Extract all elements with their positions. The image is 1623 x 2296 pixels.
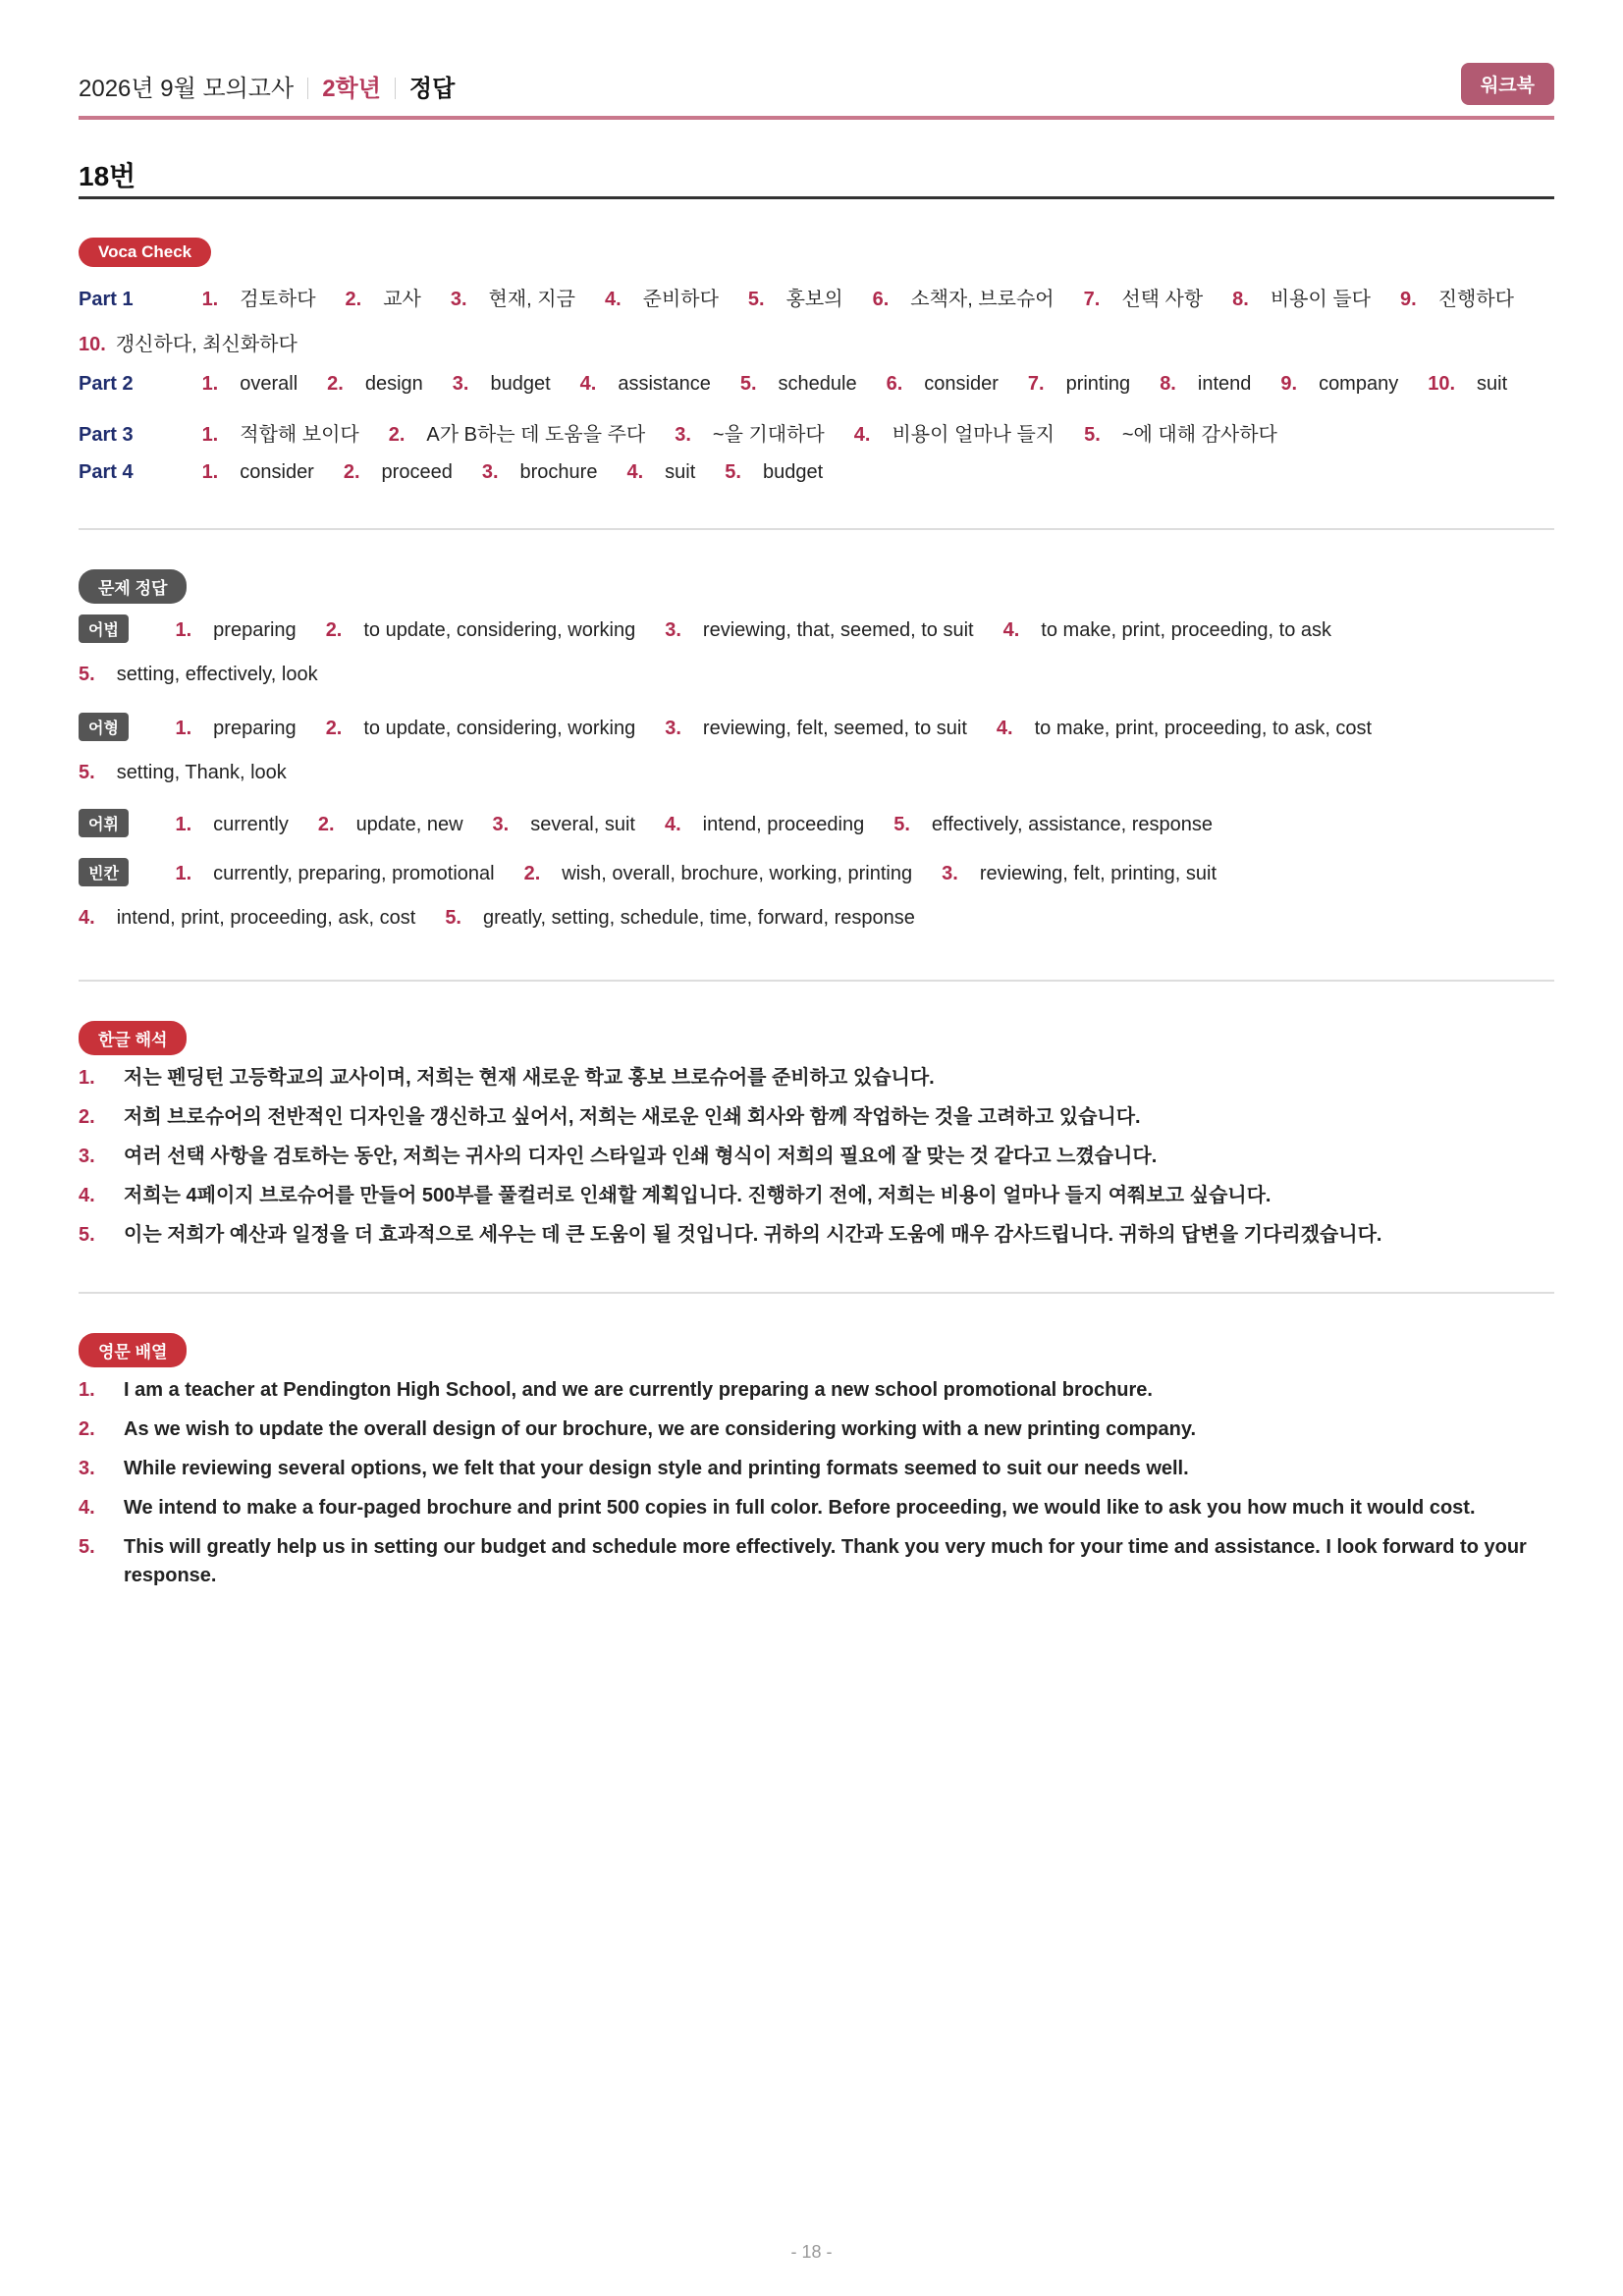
- sentence-row: [79, 1415, 1554, 1444]
- page-number: - 18 -: [790, 2242, 833, 2262]
- voca-part2-items: [202, 373, 1538, 395]
- item-text: to update, considering, working: [363, 619, 636, 641]
- english-pill: 영문 배열: [79, 1333, 187, 1367]
- item-text: preparing: [213, 718, 297, 739]
- question-number: 18번: [79, 161, 136, 191]
- form-tag: 어형: [79, 713, 129, 741]
- sentence-number: 1.: [79, 1067, 95, 1089]
- sentence-number: 2.: [79, 1106, 95, 1128]
- sentence-text: We intend to make a four-paged brochure and print 500 copies in full color. Before proceeding, we would like to ask you how much it would cost.: [124, 1497, 1476, 1519]
- sentence-text: This will greatly help us in setting our budget and schedule more effectively. Thank you very much for your time and assistance. I look forward to your response.: [124, 1536, 1527, 1586]
- page-header: [79, 61, 1554, 110]
- sentence-number: 1.: [79, 1379, 95, 1401]
- vocab-tag: 어휘: [79, 809, 129, 837]
- item-text: budget: [762, 461, 824, 483]
- sentence-row: [79, 1494, 1554, 1522]
- item-text: company: [1319, 373, 1399, 395]
- item-number: 3.: [481, 461, 499, 483]
- item-number: 6.: [872, 289, 890, 310]
- item-text: currently: [213, 814, 289, 835]
- item-text: 비용이 들다: [1270, 289, 1372, 310]
- sentence-row: [79, 1064, 1554, 1093]
- sentence-text: 이는 저희가 예산과 일정을 더 효과적으로 세우는 데 큰 도움이 될 것입니다. 귀하의 시간과 도움에 매우 감사드립니다. 귀하의 답변을 기다리겠습니다.: [124, 1224, 1382, 1246]
- part-label: Part 4: [79, 461, 134, 483]
- part-label: Part 1: [79, 289, 134, 310]
- item-number: 5.: [79, 762, 95, 783]
- item-number: 8.: [1160, 373, 1176, 395]
- item-text: 준비하다: [642, 289, 719, 310]
- item-number: 4.: [996, 718, 1013, 739]
- item-text: intend, print, proceeding, ask, cost: [116, 907, 416, 929]
- question-rule: [79, 196, 1554, 199]
- sentence-row: [79, 1455, 1554, 1483]
- item-text: brochure: [519, 461, 598, 483]
- item-number: 3.: [665, 718, 681, 739]
- section-divider: [79, 1292, 1554, 1294]
- item-number: 3.: [675, 424, 691, 446]
- grammar-tag: 어법: [79, 614, 129, 643]
- vocab-items: [175, 814, 1242, 835]
- item-text: consider: [924, 373, 999, 395]
- item-text: to make, print, proceeding, to ask: [1041, 619, 1332, 641]
- korean-pill: 한글 해석: [79, 1021, 187, 1055]
- item-number: 5.: [725, 461, 741, 483]
- item-text: 소책자, 브로슈어: [910, 289, 1055, 310]
- item-number: 1.: [175, 718, 192, 739]
- item-number: 4.: [604, 289, 622, 310]
- item-text: printing: [1065, 373, 1131, 395]
- item-text: wish, overall, brochure, working, printing: [562, 863, 913, 884]
- item-number: 2.: [325, 718, 343, 739]
- item-text: overall: [240, 373, 298, 395]
- voca-part4-row: [79, 461, 852, 484]
- item-number: 4.: [853, 424, 871, 446]
- item-text: A가 B하는 데 도움을 주다: [426, 424, 646, 446]
- item-number: 2.: [345, 289, 362, 310]
- grammar-items: [175, 619, 1361, 641]
- header-rule: [79, 116, 1554, 120]
- item-number: 1.: [175, 814, 192, 835]
- item-text: consider: [240, 461, 314, 483]
- item-number: 1.: [201, 289, 219, 310]
- item-text: intend, proceeding: [702, 814, 865, 835]
- item-text: budget: [490, 373, 551, 395]
- item-text: reviewing, felt, printing, suit: [979, 863, 1217, 884]
- item-text: preparing: [213, 619, 297, 641]
- blank-tag: 빈칸: [79, 858, 129, 886]
- voca-part3-row: [79, 418, 1307, 447]
- voca-part1-wrap: [79, 328, 298, 356]
- item-text: intend: [1197, 373, 1252, 395]
- item-text: setting, Thank, look: [116, 762, 287, 783]
- item-text: 현재, 지금: [488, 289, 575, 310]
- answers-pill: 문제 정답: [79, 569, 187, 604]
- item-number: 7.: [1027, 373, 1045, 395]
- item-number: 2.: [388, 424, 406, 446]
- item-text: suit: [1477, 373, 1508, 395]
- sentence-number: 4.: [79, 1497, 95, 1519]
- voca-part3-items: [202, 424, 1307, 446]
- item-number: 4.: [1002, 619, 1020, 641]
- item-text: 교사: [383, 289, 421, 310]
- answers-blank-row: [79, 858, 1246, 886]
- voca-check-pill: Voca Check: [79, 238, 211, 267]
- sentence-number: 3.: [79, 1146, 95, 1167]
- part-label: Part 3: [79, 424, 134, 446]
- section-divider: [79, 980, 1554, 982]
- item-number: 3.: [452, 373, 469, 395]
- item-text: 적합해 보이다: [240, 424, 359, 446]
- grade-label: 2학년: [322, 76, 381, 102]
- sentence-row: [79, 1533, 1554, 1590]
- sentence-row: [79, 1143, 1554, 1171]
- answers-form-wrap: [79, 762, 287, 784]
- item-text: reviewing, that, seemed, to suit: [702, 619, 974, 641]
- sentence-number: 3.: [79, 1458, 95, 1479]
- item-number: 1.: [201, 373, 219, 395]
- item-text: 검토하다: [240, 289, 316, 310]
- item-number: 4.: [664, 814, 681, 835]
- item-text: currently, preparing, promotional: [213, 863, 495, 884]
- sentence-row: [79, 1103, 1554, 1132]
- item-number: 1.: [175, 619, 192, 641]
- item-text: to make, print, proceeding, to ask, cost: [1034, 718, 1373, 739]
- answers-title: [79, 569, 187, 604]
- sentence-text: 저는 펜딩턴 고등학교의 교사이며, 저희는 현재 새로운 학교 홍보 브로슈어를 준비하고 있습니다.: [124, 1067, 935, 1089]
- item-number: 10.: [1428, 373, 1456, 395]
- blank-wrap-items: [79, 907, 945, 929]
- item-number: 2.: [327, 373, 344, 395]
- item-text: 홍보의: [785, 289, 843, 310]
- sentence-text: 저희 브로슈어의 전반적인 디자인을 갱신하고 싶어서, 저희는 새로운 인쇄 회사와 함께 작업하는 것을 고려하고 있습니다.: [124, 1106, 1141, 1128]
- part-label: Part 2: [79, 373, 134, 395]
- sentence-text: 여러 선택 사항을 검토하는 동안, 저희는 귀사의 디자인 스타일과 인쇄 형식이 저희의 필요에 잘 맞는 것 같다고 느꼈습니다.: [124, 1146, 1158, 1167]
- answers-vocab-row: [79, 809, 1242, 837]
- item-number: 2.: [317, 814, 335, 835]
- header-separator: [395, 78, 396, 99]
- header-separator: [307, 78, 308, 99]
- item-text: ~에 대해 감사하다: [1121, 424, 1277, 446]
- item-number: 4.: [79, 907, 95, 929]
- sentence-row: [79, 1376, 1554, 1405]
- item-number: 3.: [492, 814, 510, 835]
- item-number: 5.: [739, 373, 757, 395]
- voca-part2-row: [79, 373, 1537, 396]
- form-items: [175, 718, 1401, 739]
- header-title: [79, 69, 455, 103]
- item-number: 4.: [579, 373, 597, 395]
- answers-form-row: [79, 713, 1401, 741]
- item-number: 3.: [665, 619, 681, 641]
- answers-blank-wrap: [79, 907, 945, 930]
- item-number: 1.: [175, 863, 192, 884]
- answer-label: 정답: [408, 76, 456, 102]
- item-number: 2.: [325, 619, 343, 641]
- item-text: proceed: [381, 461, 453, 483]
- item-text: design: [364, 373, 423, 395]
- sentence-row: [79, 1221, 1554, 1250]
- sentence-text: As we wish to update the overall design of our brochure, we are considering working with a new printing company.: [124, 1418, 1197, 1440]
- item-number: 3.: [450, 289, 467, 310]
- item-number: 2.: [523, 863, 541, 884]
- item-number: 4.: [626, 461, 644, 483]
- sentence-number: 4.: [79, 1185, 95, 1206]
- section-divider: [79, 528, 1554, 530]
- item-number: 5.: [79, 664, 95, 685]
- blank-items: [175, 863, 1246, 884]
- english-title: [79, 1333, 187, 1367]
- item-text: greatly, setting, schedule, time, forward, response: [483, 907, 915, 929]
- item-text: 갱신하다, 최신화하다: [115, 334, 298, 355]
- item-text: update, new: [355, 814, 463, 835]
- item-text: assistance: [618, 373, 711, 395]
- item-number: 5.: [893, 814, 910, 835]
- item-text: suit: [665, 461, 696, 483]
- voca-check-title: [79, 238, 211, 267]
- voca-part1-row: [79, 283, 1543, 311]
- item-text: effectively, assistance, response: [931, 814, 1213, 835]
- voca-part4-items: [202, 461, 853, 483]
- sentence-text: I am a teacher at Pendington High School, and we are currently preparing a new school promotional brochure.: [124, 1379, 1153, 1401]
- item-number: 10.: [79, 334, 106, 355]
- item-number: 9.: [1400, 289, 1417, 310]
- item-number: 8.: [1232, 289, 1249, 310]
- item-number: 3.: [942, 863, 958, 884]
- item-text: to update, considering, working: [363, 718, 636, 739]
- item-text: several, suit: [530, 814, 635, 835]
- exam-name: 2026년 9월 모의고사: [79, 76, 295, 102]
- sentence-number: 5.: [79, 1224, 95, 1246]
- item-number: 5.: [445, 907, 461, 929]
- item-number: 2.: [343, 461, 360, 483]
- item-text: setting, effectively, look: [116, 664, 318, 685]
- item-number: 6.: [886, 373, 903, 395]
- sentence-text: While reviewing several options, we felt that your design style and printing formats seemed to suit our needs well.: [124, 1458, 1189, 1479]
- sentence-row: [79, 1182, 1554, 1210]
- item-number: 1.: [201, 461, 219, 483]
- item-text: reviewing, felt, seemed, to suit: [702, 718, 967, 739]
- workbook-badge: 워크북: [1461, 63, 1554, 105]
- item-number: 5.: [747, 289, 765, 310]
- sentence-text: 저희는 4페이지 브로슈어를 만들어 500부를 풀컬러로 인쇄할 계획입니다. 진행하기 전에, 저희는 비용이 얼마나 들지 여쭤보고 싶습니다.: [124, 1185, 1271, 1206]
- answers-grammar-row: [79, 614, 1361, 643]
- item-text: 선택 사항: [1121, 289, 1204, 310]
- item-number: 9.: [1280, 373, 1298, 395]
- korean-title: [79, 1021, 187, 1055]
- answers-grammar-wrap: [79, 664, 318, 686]
- item-number: 1.: [201, 424, 219, 446]
- item-text: 진행하다: [1437, 289, 1514, 310]
- item-text: 비용이 얼마나 들지: [892, 424, 1055, 446]
- item-number: 7.: [1083, 289, 1101, 310]
- item-text: schedule: [778, 373, 857, 395]
- sentence-number: 2.: [79, 1418, 95, 1440]
- item-text: ~을 기대하다: [712, 424, 825, 446]
- voca-part1-items: [202, 289, 1543, 310]
- item-number: 5.: [1084, 424, 1101, 446]
- sentence-number: 5.: [79, 1536, 95, 1558]
